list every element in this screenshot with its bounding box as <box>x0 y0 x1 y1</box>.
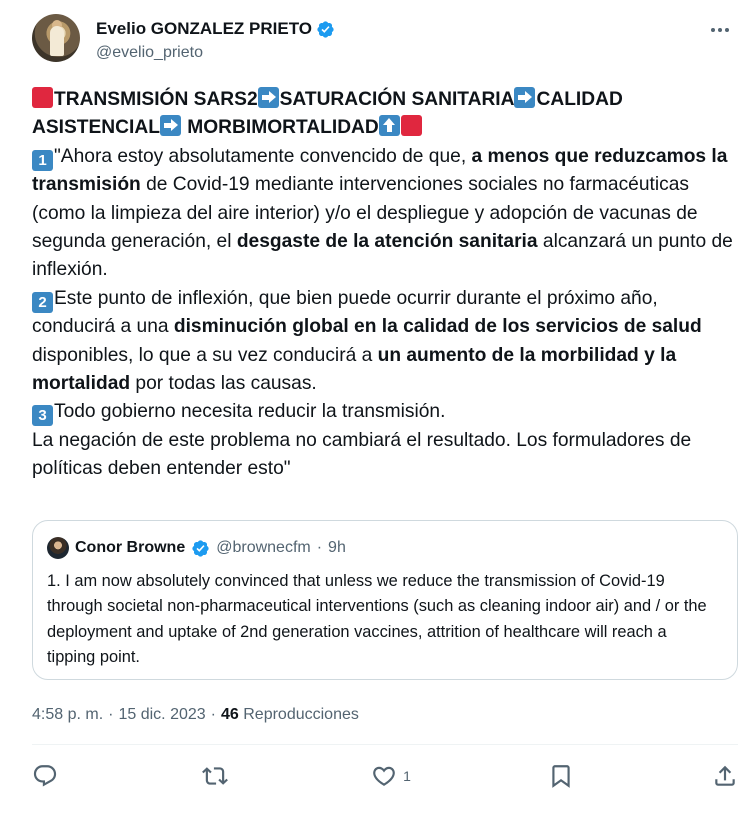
author-handle[interactable]: @evelio_prieto <box>96 44 203 61</box>
quoted-author-handle: @brownecfm <box>216 539 311 556</box>
up-arrow-icon <box>379 115 400 136</box>
separator: · <box>108 706 114 723</box>
tweet-header <box>32 14 738 70</box>
views-label: Reproducciones <box>243 706 359 723</box>
author-names <box>96 18 335 64</box>
retweet-icon <box>202 763 228 789</box>
reply-icon <box>32 763 58 789</box>
tweet-date[interactable]: 15 dic. 2023 <box>118 706 206 723</box>
tweet-time[interactable]: 4:58 p. m. <box>32 706 104 723</box>
right-arrow-icon <box>160 115 181 136</box>
views-count: 46 <box>221 706 239 723</box>
verified-badge-icon <box>316 20 335 39</box>
keycap-three-icon: 3 <box>32 405 53 426</box>
keycap-two-icon: 2 <box>32 292 53 313</box>
red-square-icon <box>401 115 422 136</box>
verified-badge-icon <box>191 539 210 558</box>
bookmark-icon <box>548 763 574 789</box>
action-bar <box>32 758 738 794</box>
right-arrow-icon <box>258 87 279 108</box>
like-button[interactable] <box>371 758 411 794</box>
red-square-icon <box>32 87 53 108</box>
quoted-time: 9h <box>328 539 346 556</box>
separator: · <box>210 706 216 723</box>
bookmark-button[interactable] <box>548 758 574 794</box>
like-icon <box>371 763 397 789</box>
share-icon <box>712 763 738 789</box>
quoted-author-avatar <box>47 537 69 559</box>
tweet-paragraph-2: 2 Este punto de inflexión, que bien puede ocurrir durante el próximo año, conducirá a una disminución global en la calidad de los servicios de salud disponibles, lo que a su vez conducirá a un aumento de la morbilidad y la mortalidad por todas las causas. <box>32 287 708 395</box>
retweet-button[interactable] <box>202 758 234 794</box>
tweet-meta <box>32 704 359 726</box>
tweet-paragraph-1: 1 "Ahora estoy absolutamente convencido de que, a menos que reduzcamos la transmisión de Covid-19 mediante intervenciones sociales no farmacéuticas (como la limpieza del aire interior) y/o el despliegue y adopción de vacunas de segunda generación, el desgaste de la atención sanitaria alcanzará un punto de inflexión. <box>32 145 739 281</box>
divider <box>32 744 738 745</box>
more-options-icon[interactable] <box>706 16 734 44</box>
quoted-tweet-text: 1. I am now absolutely convinced that unless we reduce the transmission of Covid-19 through societal non-pharmaceutical interventions (such as cleaning indoor air) and / or the deployment and uptake of 2nd generation vaccines, attrition of healthcare will reach a tipping point. <box>47 572 707 666</box>
like-count: 1 <box>403 768 411 784</box>
tweet-headline: TRANSMISIÓN SARS2 SATURACIÓN SANITARIA CALIDAD ASISTENCIAL MORBIMORTALIDAD <box>32 89 628 139</box>
quoted-author-name: Conor Browne <box>75 539 186 556</box>
reply-button[interactable] <box>32 758 64 794</box>
separator: · <box>316 539 323 556</box>
tweet-paragraph-4: La negación de este problema no cambiará el resultado. Los formuladores de políticas deben entender esto" <box>32 429 697 480</box>
keycap-one-icon: 1 <box>32 150 53 171</box>
tweet-paragraph-3: 3 Todo gobierno necesita reducir la transmisión. <box>32 398 742 426</box>
author-avatar[interactable] <box>32 14 80 62</box>
author-display-name[interactable]: Evelio GONZALEZ PRIETO <box>96 18 335 40</box>
quoted-tweet-header <box>47 537 346 559</box>
quoted-tweet[interactable] <box>32 520 738 680</box>
tweet-text <box>32 86 742 484</box>
share-button[interactable] <box>712 758 738 794</box>
right-arrow-icon <box>514 87 535 108</box>
